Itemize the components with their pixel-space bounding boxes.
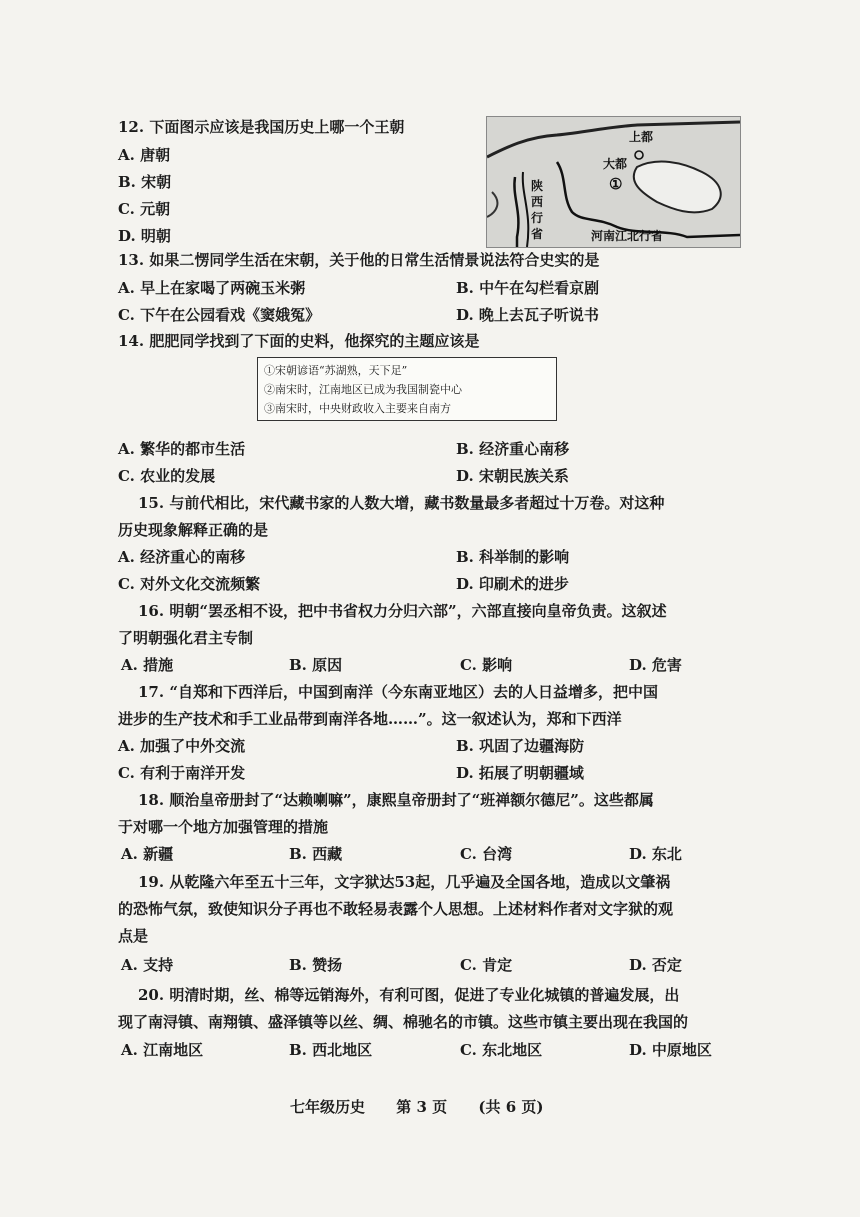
q13-option-d: D. 晚上去瓦子听说书 bbox=[456, 306, 599, 324]
q16-option-b: B. 原因 bbox=[289, 656, 343, 674]
q12-option-d: D. 明朝 bbox=[118, 227, 171, 245]
q16-stem-line-1: 16. 明朝“罢丞相不设，把中书省权力分归六部”，六部直接向皇帝负责。这叙述 bbox=[138, 602, 667, 620]
q18-option-b: B. 西藏 bbox=[289, 845, 343, 863]
q17-option-c: C. 有利于南洋开发 bbox=[118, 764, 246, 782]
q14-source-box bbox=[257, 357, 557, 421]
q19-option-a: A. 支持 bbox=[121, 956, 174, 974]
map-label-dadu: 大都 bbox=[603, 157, 628, 171]
q14-option-a: A. 繁华的都市生活 bbox=[118, 440, 246, 458]
q12-option-b: B. 宋朝 bbox=[118, 173, 172, 191]
q16-stem-line-2: 了明朝强化君主专制 bbox=[118, 629, 254, 647]
q14-source-1: ①宋朝谚语“苏湖熟，天下足” bbox=[264, 364, 408, 377]
q19-option-c: C. 肯定 bbox=[460, 956, 513, 974]
q19-option-b: B. 赞扬 bbox=[289, 956, 343, 974]
q14-option-d: D. 宋朝民族关系 bbox=[456, 467, 569, 485]
q14-source-3: ③南宋时，中央财政收入主要来自南方 bbox=[264, 402, 451, 415]
q15-option-c: C. 对外文化交流频繁 bbox=[118, 575, 261, 593]
q12-option-a: A. 唐朝 bbox=[118, 146, 171, 164]
yuan-dynasty-map bbox=[486, 116, 741, 248]
q17-stem-line-2: 进步的生产技术和手工业品带到南洋各地……”。这一叙述认为，郑和下西洋 bbox=[118, 710, 622, 728]
q15-option-d: D. 印刷术的进步 bbox=[456, 575, 569, 593]
q14-stem: 14. 肥肥同学找到了下面的史料，他探究的主题应该是 bbox=[118, 332, 480, 350]
q20-option-d: D. 中原地区 bbox=[629, 1041, 712, 1059]
q13-stem: 13. 如果二愣同学生活在宋朝，关于他的日常生活情景说法符合史实的是 bbox=[118, 251, 600, 269]
q15-option-a: A. 经济重心的南移 bbox=[118, 548, 246, 566]
q14-option-c: C. 农业的发展 bbox=[118, 467, 216, 485]
q20-option-c: C. 东北地区 bbox=[460, 1041, 543, 1059]
q18-stem-line-2: 于对哪一个地方加强管理的措施 bbox=[118, 818, 329, 836]
q14-option-b: B. 经济重心南移 bbox=[456, 440, 570, 458]
map-label-shaanxi-2: 西 bbox=[531, 195, 544, 209]
q16-option-c: C. 影响 bbox=[460, 656, 513, 674]
q12-stem: 12. 下面图示应该是我国历史上哪一个王朝 bbox=[118, 118, 405, 136]
footer-total: (共 6 页) bbox=[478, 1098, 544, 1116]
q18-option-a: A. 新疆 bbox=[121, 845, 174, 863]
q15-stem-line-2: 历史现象解释正确的是 bbox=[118, 521, 269, 539]
q15-stem-line-1: 15. 与前代相比，宋代藏书家的人数大增，藏书数量最多者超过十万卷。对这种 bbox=[138, 494, 665, 512]
q19-stem-line-1: 19. 从乾隆六年至五十三年，文字狱达53起，几乎遍及全国各地，造成以文肇祸 bbox=[138, 873, 671, 891]
q18-option-c: C. 台湾 bbox=[460, 845, 513, 863]
q18-stem-line-1: 18. 顺治皇帝册封了“达赖喇嘛”，康熙皇帝册封了“班禅额尔德尼”。这些都属 bbox=[138, 791, 654, 809]
map-label-shaanxi-3: 行 bbox=[531, 211, 544, 225]
map-label-shangdu: 上都 bbox=[629, 130, 654, 144]
q16-option-d: D. 危害 bbox=[629, 656, 682, 674]
q13-option-a: A. 早上在家喝了两碗玉米粥 bbox=[118, 279, 306, 297]
q15-option-b: B. 科举制的影响 bbox=[456, 548, 570, 566]
q14-source-2: ②南宋时，江南地区已成为我国制瓷中心 bbox=[264, 383, 462, 396]
map-label-region-1: ① bbox=[609, 175, 623, 193]
q16-option-a: A. 措施 bbox=[121, 656, 174, 674]
q12-option-c: C. 元朝 bbox=[118, 200, 171, 218]
map-label-shaanxi-4: 省 bbox=[531, 227, 544, 241]
map-label-henan: 河南江北行省 bbox=[591, 229, 664, 243]
q13-option-c: C. 下午在公园看戏《窦娥冤》 bbox=[118, 306, 321, 324]
q19-stem-line-3: 点是 bbox=[118, 927, 149, 945]
q18-option-d: D. 东北 bbox=[629, 845, 682, 863]
q20-stem-line-2: 现了南浔镇、南翔镇、盛泽镇等以丝、绸、棉驰名的市镇。这些市镇主要出现在我国的 bbox=[118, 1013, 689, 1031]
q17-option-b: B. 巩固了边疆海防 bbox=[456, 737, 585, 755]
q17-stem-line-1: 17. “自郑和下西洋后，中国到南洋（今东南亚地区）去的人日益增多，把中国 bbox=[138, 683, 658, 701]
q17-option-d: D. 拓展了明朝疆域 bbox=[456, 764, 584, 782]
q17-option-a: A. 加强了中外交流 bbox=[118, 737, 246, 755]
footer-page: 第 3 页 bbox=[396, 1098, 448, 1116]
q20-option-a: A. 江南地区 bbox=[121, 1041, 204, 1059]
footer-subject: 七年级历史 bbox=[290, 1098, 366, 1116]
q13-option-b: B. 中午在勾栏看京剧 bbox=[456, 279, 600, 297]
q20-stem-line-1: 20. 明清时期，丝、棉等远销海外，有利可图，促进了专业化城镇的普遍发展，出 bbox=[138, 986, 680, 1004]
map-label-shaanxi-1: 陕 bbox=[531, 179, 544, 193]
q20-option-b: B. 西北地区 bbox=[289, 1041, 373, 1059]
q19-stem-line-2: 的恐怖气氛，致使知识分子再也不敢轻易表露个人思想。上述材料作者对文字狱的观 bbox=[118, 900, 674, 918]
page-footer bbox=[290, 1096, 569, 1117]
q19-option-d: D. 否定 bbox=[629, 956, 682, 974]
